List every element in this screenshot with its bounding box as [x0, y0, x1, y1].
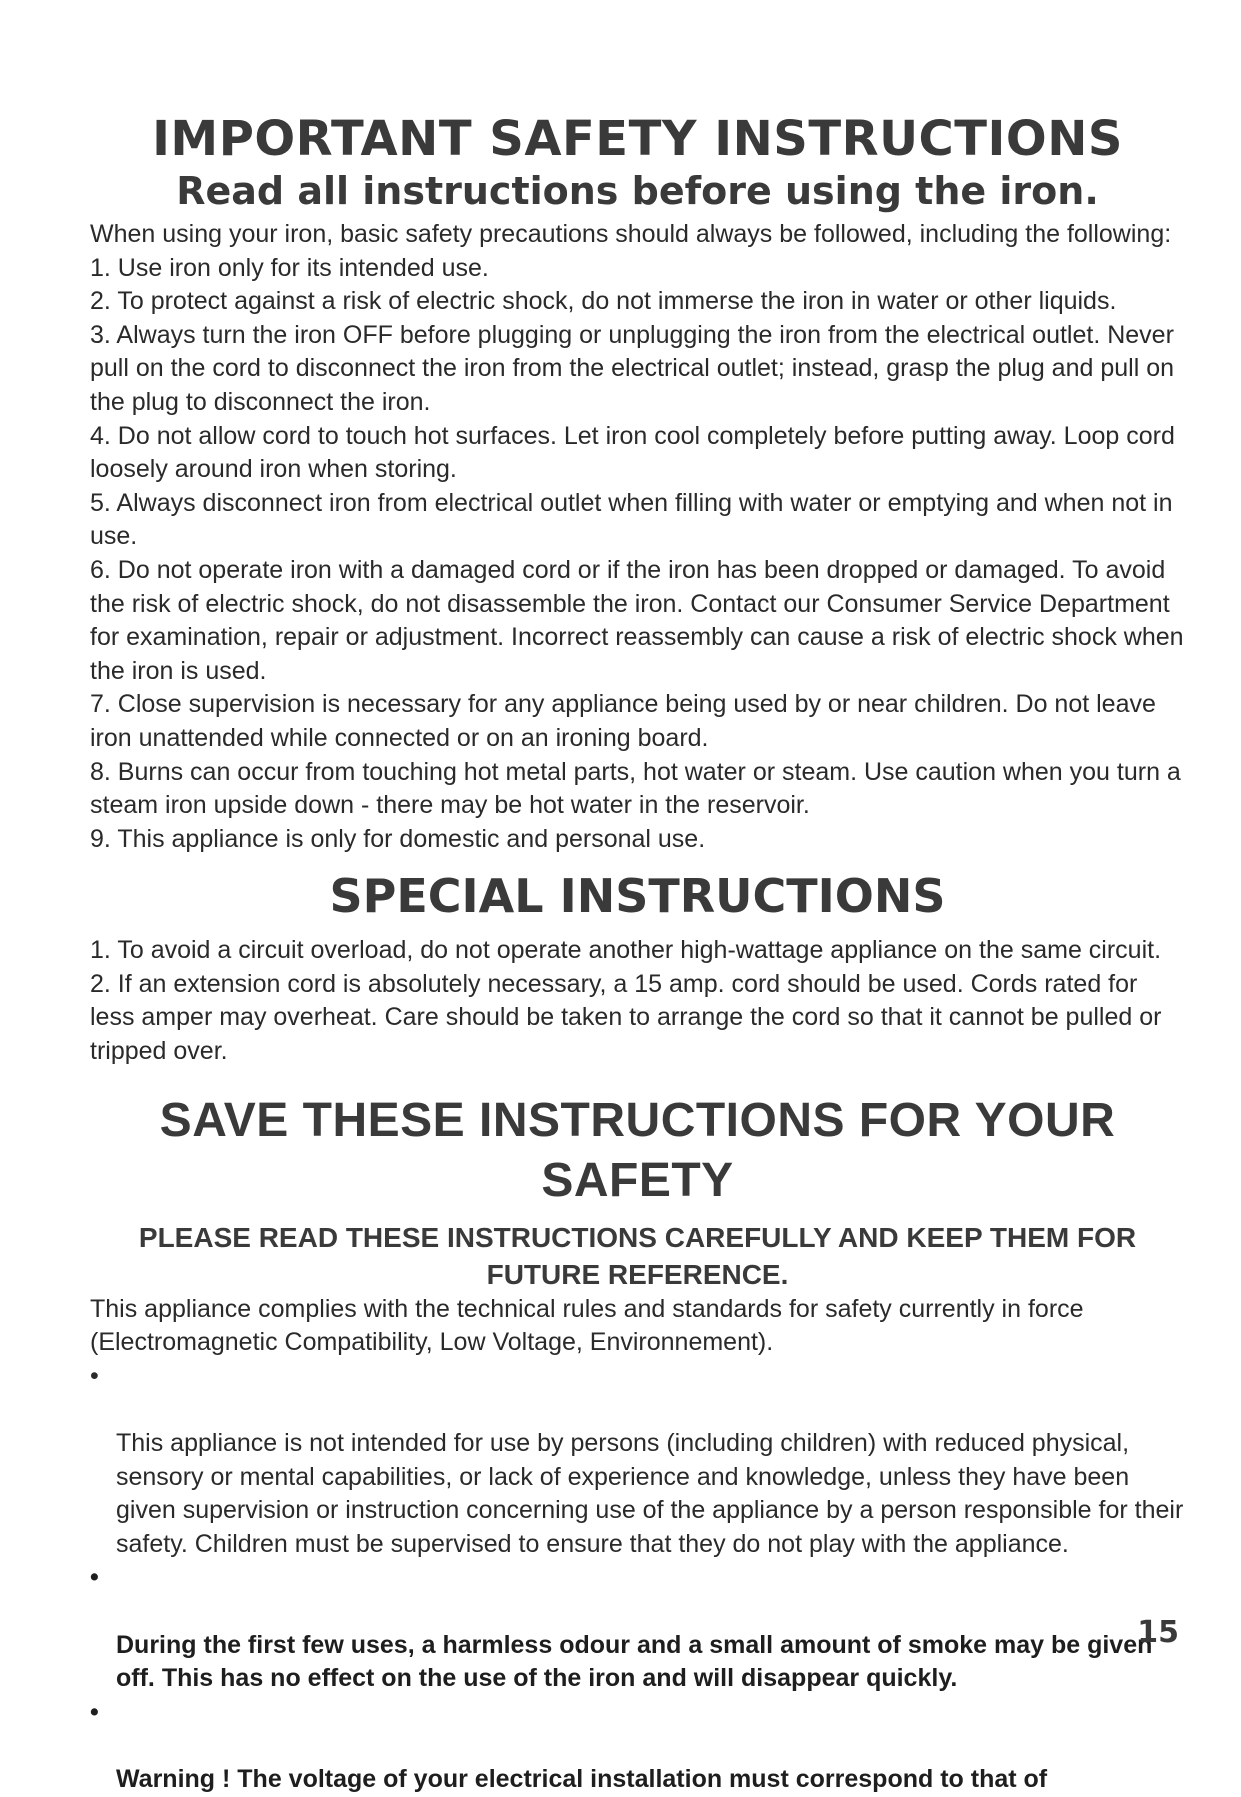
bullet-icon: • [90, 1563, 99, 1592]
bullet-text: During the first few uses, a harmless odour and a small amount of smoke may be given off. This has no effect on the use of the iron and will disappear quickly. [116, 1630, 1153, 1693]
please-read-heading: PLEASE READ THESE INSTRUCTIONS CAREFULLY AND KEEP THEM FOR FUTURE REFERENCE. [138, 1221, 1137, 1290]
bullet-text: This appliance is not intended for use by persons (including children) with reduced physical, sensory or mental capabilities, or lack of experience and knowledge, unless they have been given supervision or instruction concerning use of the appliance by a person responsible for their safety. Children must be supervised to ensure that they do not play with the appliance. [116, 1429, 1184, 1558]
special-item: 1. To avoid a circuit overload, do not operate another high-wattage appliance on the same circuit. [90, 936, 1162, 965]
bullet-item [90, 1360, 1185, 1562]
safety-item: 1. Use iron only for its intended use. [90, 253, 489, 282]
bullet-text: Warning ! The voltage of your electrical installation must correspond to that of [116, 1764, 1048, 1793]
safety-item: 8. Burns can occur from touching hot metal parts, hot water or steam. Use caution when you turn a steam iron upside down - there may be hot water in the reservoir. [90, 757, 1181, 820]
special-list [90, 934, 1185, 1068]
compliance-paragraph: This appliance complies with the technical rules and standards for safety currently in force (Electromagnetic Compatibility, Low Voltage, Environnement). [90, 1294, 1084, 1357]
document-body [90, 110, 1185, 1797]
special-item: 2. If an extension cord is absolutely necessary, a 15 amp. cord should be used. Cords rated for less amper may overheat. Care should be taken to arrange the cord so that it cannot be pulled or tripped over. [90, 969, 1162, 1066]
save-instructions-heading: SAVE THESE INSTRUCTIONS FOR YOUR SAFETY [159, 1093, 1116, 1207]
safety-item: 6. Do not operate iron with a damaged cord or if the iron has been dropped or damaged. To avoid the risk of electric shock, do not disassemble the iron. Contact our Consumer Service Department for examination, repair or adjustment. Incorrect reassembly can cause a risk of electric shock when the iron is used. [90, 555, 1184, 685]
bullet-item [90, 1561, 1185, 1695]
safety-item: 4. Do not allow cord to touch hot surfaces. Let iron cool completely before putting away. Loop cord loosely around iron when storing. [90, 421, 1175, 484]
page-subtitle: Read all instructions before using the iron. [176, 169, 1099, 213]
page-title: IMPORTANT SAFETY INSTRUCTIONS [152, 111, 1123, 167]
bullet-icon: • [90, 1697, 99, 1726]
safety-item: 9. This appliance is only for domestic and personal use. [90, 824, 706, 853]
bullet-item [90, 1696, 1185, 1797]
safety-item: 5. Always disconnect iron from electrical outlet when filling with water or emptying and when not in use. [90, 488, 1173, 551]
intro-paragraph: When using your iron, basic safety precautions should always be followed, including the following: [90, 220, 1172, 248]
bullet-list [90, 1360, 1185, 1797]
bullet-icon: • [90, 1361, 99, 1390]
safety-item: 7. Close supervision is necessary for any appliance being used by or near children. Do not leave iron unattended while connected or on an ironing board. [90, 690, 1156, 752]
safety-item: 3. Always turn the iron OFF before plugging or unplugging the iron from the electrical outlet. Never pull on the cord to disconnect the iron from the electrical outlet; instead, grasp the plug and pull on the plug to disconnect the iron. [90, 320, 1174, 416]
safety-item: 2. To protect against a risk of electric shock, do not immerse the iron in water or other liquids. [90, 287, 1117, 316]
special-instructions-heading: SPECIAL INSTRUCTIONS [329, 869, 946, 924]
safety-list [90, 252, 1185, 857]
page-number: 15 [1137, 1615, 1179, 1650]
